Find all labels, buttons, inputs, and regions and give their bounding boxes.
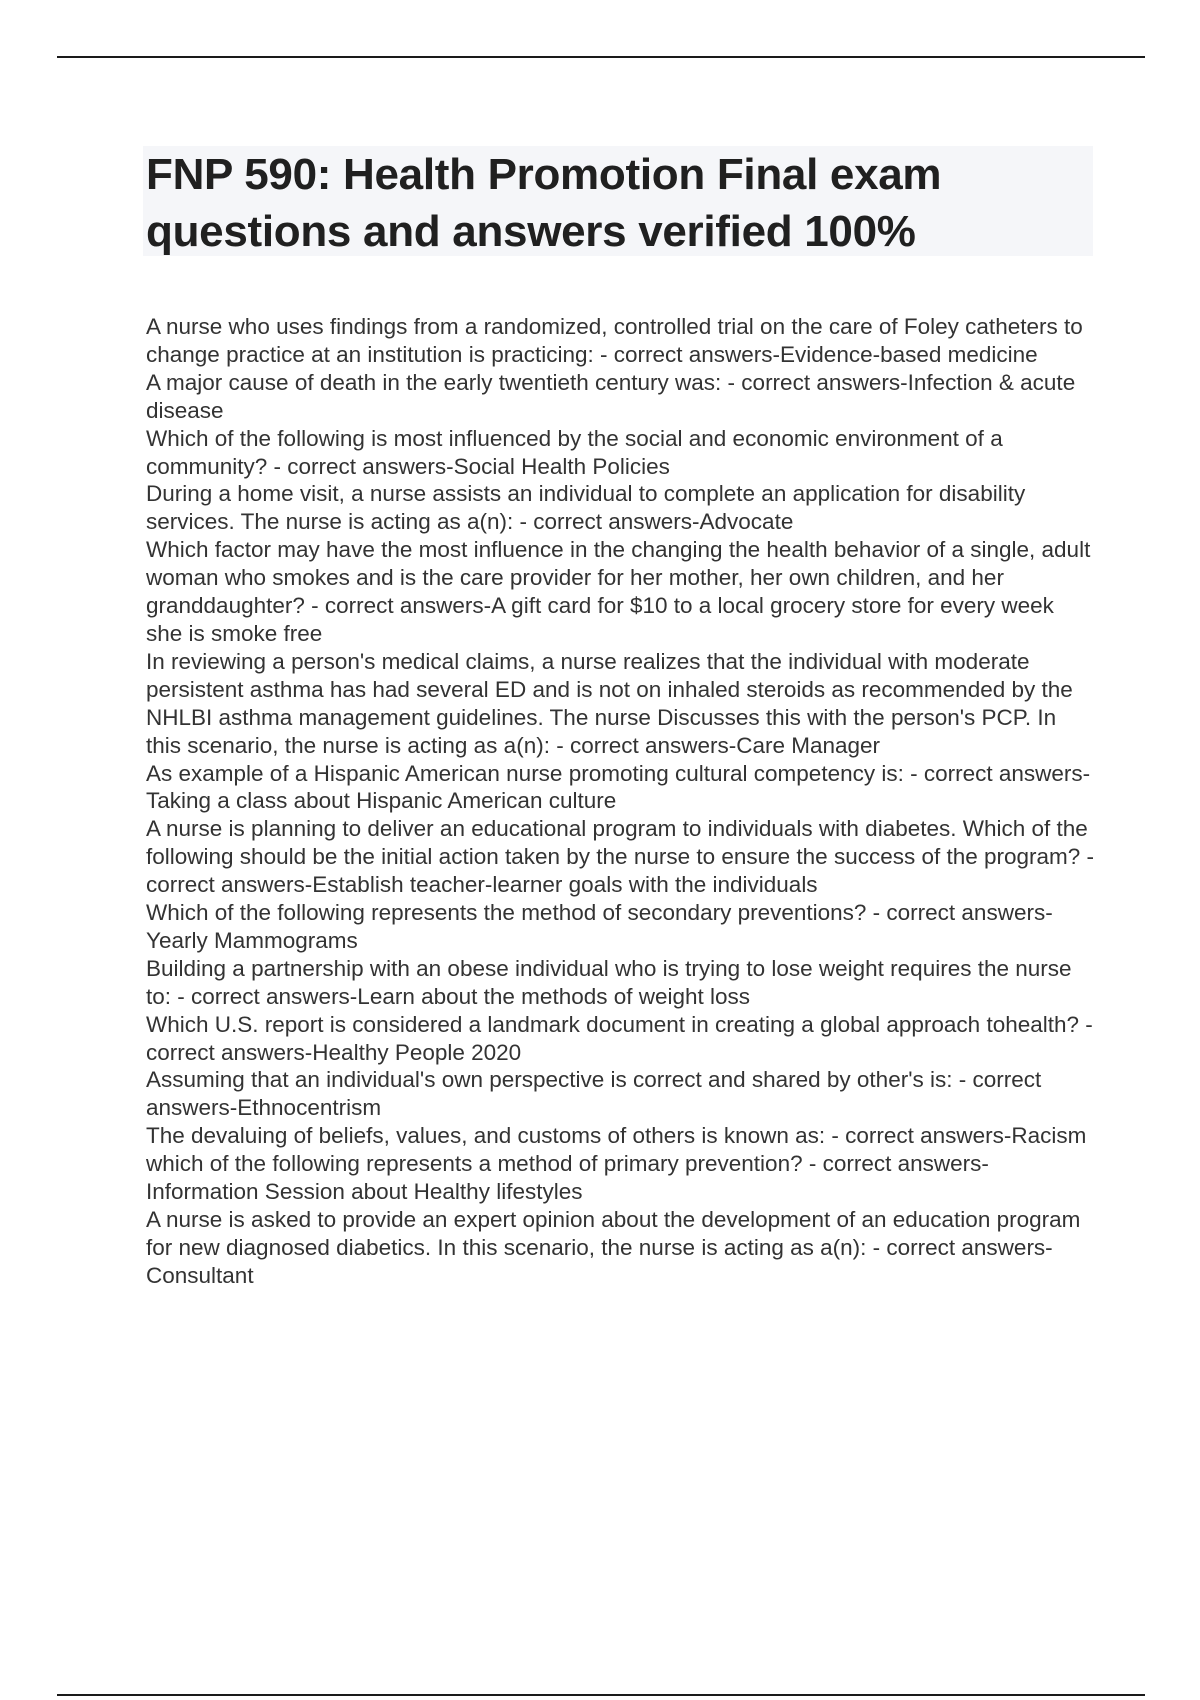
qa-item: As example of a Hispanic American nurse promoting cultural competency is: - correct answers-Taking a class about Hispanic American culture [146,760,1091,814]
qa-item: Building a partnership with an obese individual who is trying to lose weight requires the nurse to: - correct answers-Learn about the methods of weight loss [146,955,1072,1009]
document-title: FNP 590: Health Promotion Final exam questions and answers verified 100% [146,150,942,256]
qa-item: Which of the following represents the method of secondary preventions? - correct answers-Yearly Mammograms [146,900,1053,953]
qa-item: A nurse who uses findings from a randomized, controlled trial on the care of Foley catheters to change practice at an institution is practicing: - correct answers-Evidence-based medicine [146,314,1083,367]
qa-item: A nurse is planning to deliver an educational program to individuals with diabetes. Which of the following should be the initial action taken by the nurse to ensure the success of the program? - correct answers-Establish teacher-learner goals with the individuals [146,816,1095,898]
qa-item: In reviewing a person's medical claims, a nurse realizes that the individual with moderate persistent asthma has had several ED and is not on inhaled steroids as recommended by the NHLBI asthma management guidelines. The nurse Discusses this with the person's PCP. In this scenario, the nurse is acting as a(n): - correct answers-Care Manager [146,648,1073,758]
qa-item: During a home visit, a nurse assists an individual to complete an application for disability services. The nurse is acting as a(n): - correct answers-Advocate [146,481,1026,535]
qa-item: Which of the following is most influenced by the social and economic environment of a community? - correct answers-Social Health Policies [146,425,1003,479]
qa-item: which of the following represents a method of primary prevention? - correct answers-Information Session about Healthy lifestyles [146,1151,989,1205]
qa-list [146,313,1096,1290]
top-divider [57,56,1145,58]
qa-item: The devaluing of beliefs, values, and customs of others is known as: - correct answers-Racism [146,1123,1087,1149]
bottom-divider [57,1694,1145,1696]
qa-item: A major cause of death in the early twentieth century was: - correct answers-Infection & acute disease [146,369,1076,423]
qa-item: A nurse is asked to provide an expert opinion about the development of an education program for new diagnosed diabetics. In this scenario, the nurse is acting as a(n): - correct answers-Consultant [146,1207,1081,1288]
qa-item: Assuming that an individual's own perspective is correct and shared by other's is: - correct answers-Ethnocentrism [146,1067,1042,1121]
qa-item: Which factor may have the most influence in the changing the health behavior of a single, adult woman who smokes and is the care provider for her mother, her own children, and her granddaughter? - correct answers-A gift card for $10 to a local grocery store for every week she is smoke free [146,537,1091,646]
qa-item: Which U.S. report is considered a landmark document in creating a global approach tohealth? - correct answers-Healthy People 2020 [146,1011,1093,1065]
